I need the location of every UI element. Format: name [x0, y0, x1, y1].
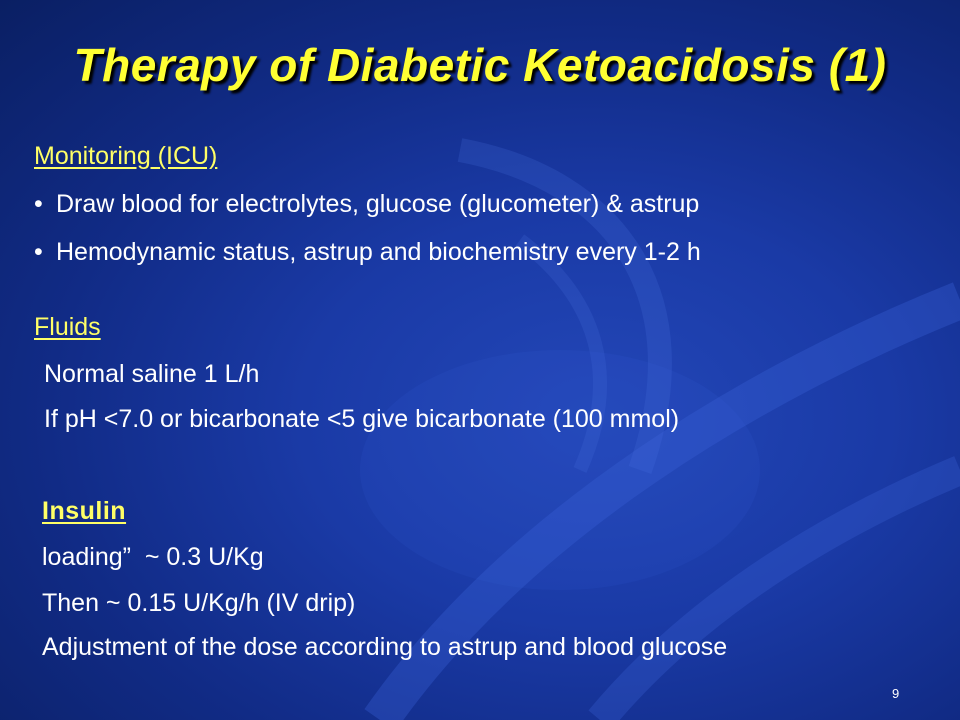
insulin-line: Then ~ 0.15 U/Kg/h (IV drip): [42, 589, 356, 617]
slide-title: Therapy of Diabetic Ketoacidosis (1): [73, 39, 887, 91]
insulin-heading: Insulin: [42, 497, 127, 525]
insulin-line: Adjustment of the dose according to astrup and blood glucose: [42, 633, 728, 661]
bullet-symbol: •: [34, 238, 43, 266]
fluids-line: If pH <7.0 or bicarbonate <5 give bicarbonate (100 mmol): [44, 405, 680, 433]
monitoring-item-text: Draw blood for electrolytes, glucose (glucometer) & astrup: [56, 190, 700, 218]
monitoring-item: [34, 190, 699, 219]
fluids-heading: Fluids: [34, 313, 101, 341]
monitoring-item-text: Hemodynamic status, astrup and biochemistry every 1-2 h: [56, 238, 701, 266]
fluids-line: Normal saline 1 L/h: [44, 360, 260, 388]
monitoring-item: [34, 238, 701, 267]
monitoring-heading: Monitoring (ICU): [34, 142, 218, 170]
bullet-symbol: •: [34, 190, 43, 218]
insulin-line: loading” ~ 0.3 U/Kg: [42, 543, 264, 571]
page-number: 9: [892, 686, 900, 701]
